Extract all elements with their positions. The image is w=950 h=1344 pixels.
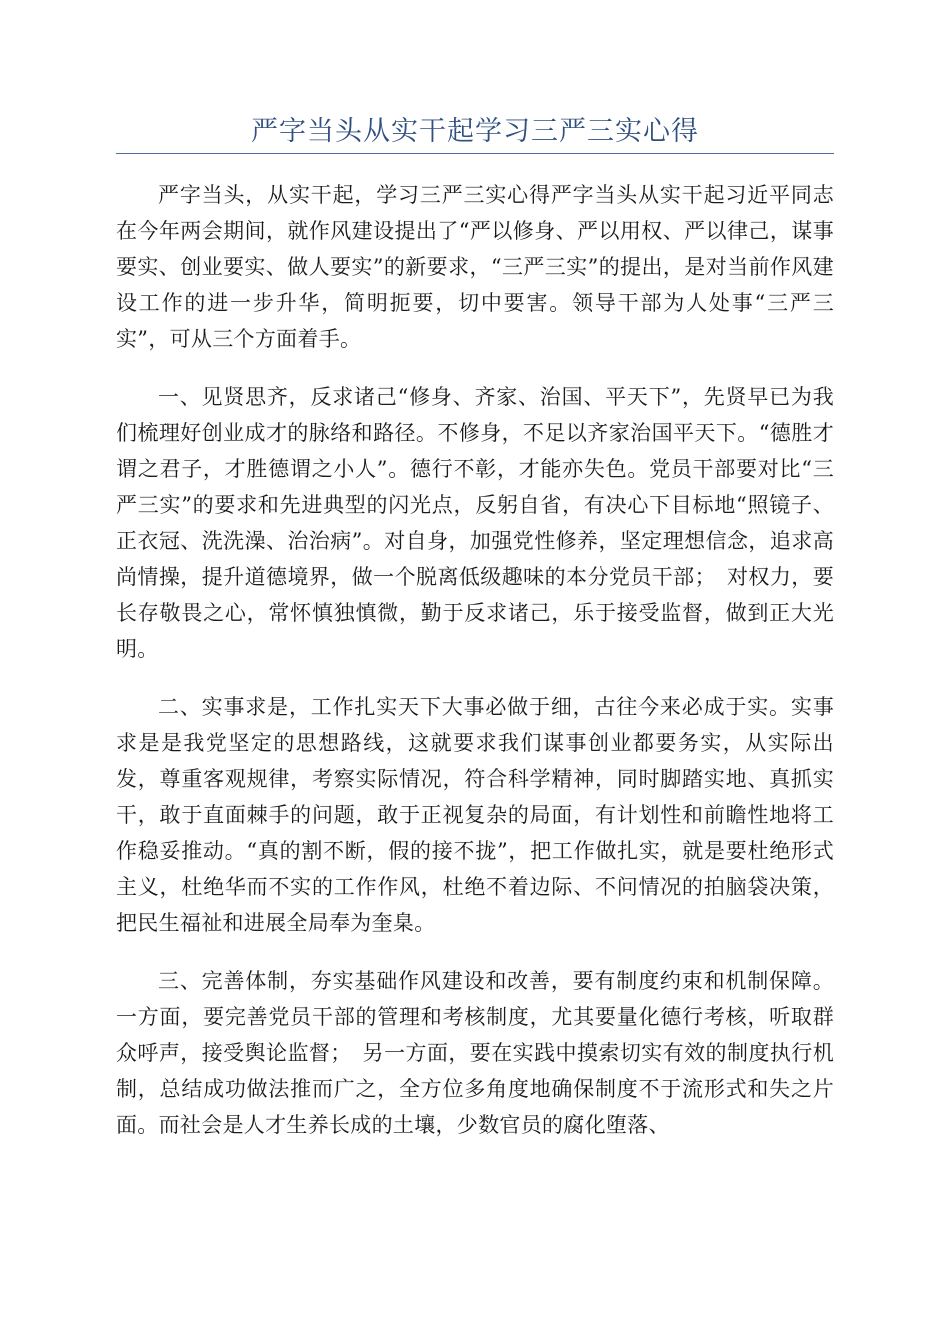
- title-underline: [116, 153, 834, 154]
- paragraph-section-2: 二、实事求是，工作扎实天下大事必做于细，古往今来必成于实。实事求是是我党坚定的思想路线，这就要求我们谋事创业都要务实，从实际出发，尊重客观规律，考察实际情况，符合科学精神，同时脚踏实地、真抓实干，敢于直面棘手的问题，敢于正视复杂的局面，有计划性和前瞻性地将工作稳妥推动。“真的割不断，假的接不拢”，把工作做扎实，就是要杜绝形式主义，杜绝华而不实的工作作风，杜绝不着边际、不问情况的拍脑袋决策，把民生福祉和进展全局奉为奎臬。: [116, 695, 834, 935]
- paragraph-section-3: 三、完善体制，夯实基础作风建设和改善，要有制度约束和机制保障。一方面，要完善党员干部的管理和考核制度，尤其要量化德行考核，听取群众呼声，接受舆论监督； 另一方面，要在实践中摸索切实有效的制度执行机制，总结成功做法推而广之，全方位多角度地确保制度不于流形式和失之片面。而社会是人才生养长成的土壤，少数官员的腐化堕落、: [116, 969, 834, 1137]
- paragraph-intro: 严字当头，从实干起，学习三严三实心得严字当头从实干起习近平同志在今年两会期间，就作风建设提出了“严以修身、严以用权、严以律己，谋事要实、创业要实、做人要实”的新要求，“三严三实”的提出，是对当前作风建设工作的进一步升华，简明扼要，切中要害。领导干部为人处事“三严三实”，可从三个方面着手。: [116, 183, 834, 351]
- document-body: [116, 177, 834, 1165]
- paragraph-section-1: 一、见贤思齐，反求诸己“修身、齐家、治国、平天下”，先贤早已为我们梳理好创业成才的脉络和路径。不修身，不足以齐家治国平天下。“德胜才谓之君子，才胜德谓之小人”。德行不彰，才能亦失色。党员干部要对比“三严三实”的要求和先进典型的闪光点，反躬自省，有决心下目标地“照镜子、正衣冠、洗洗澡、治治病”。对自身，加强党性修养，坚定理想信念，追求高尚情操，提升道德境界，做一个脱离低级趣味的本分党员干部； 对权力，要长存敬畏之心，常怀慎独慎微，勤于反求诸己，乐于接受监督，做到正大光明。: [116, 385, 834, 661]
- document-title: 严字当头从实干起学习三严三实心得: [251, 116, 699, 147]
